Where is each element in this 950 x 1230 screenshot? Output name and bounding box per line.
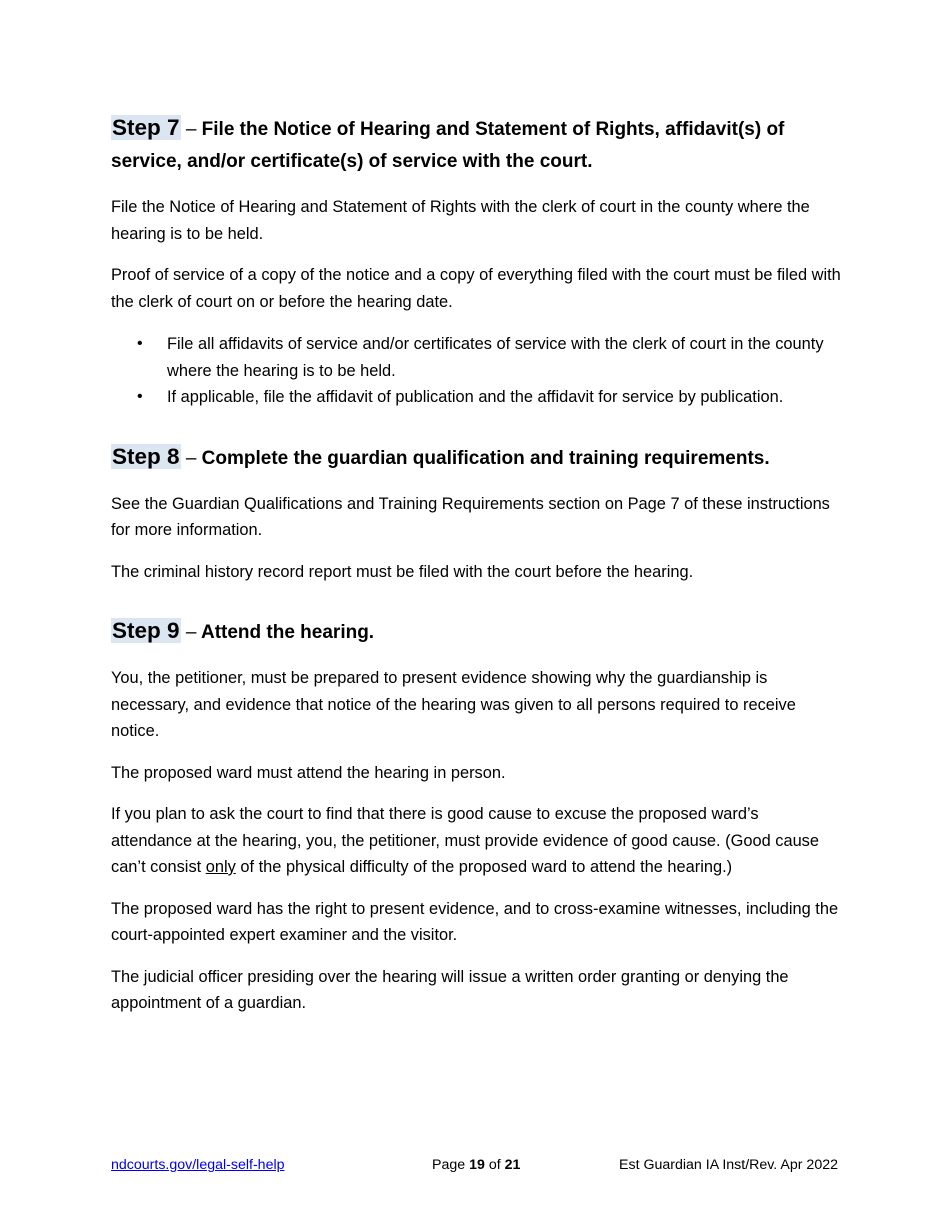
document-body <box>111 112 841 1017</box>
step-title: File the Notice of Hearing and Statement of Rights, affidavit(s) of service, and/or certificate(s) of service with the court. <box>111 119 785 172</box>
heading-dash: – <box>185 622 197 643</box>
step-9-heading <box>111 615 841 649</box>
bullet-icon: • <box>137 335 143 352</box>
heading-dash: – <box>185 447 197 469</box>
bullet-list <box>111 331 841 411</box>
step-label: Step 8 <box>112 443 180 469</box>
step-title: Complete the guardian qualification and training requirements. <box>201 447 770 469</box>
underlined-word: only <box>205 858 236 876</box>
page-footer <box>0 1155 950 1175</box>
heading-dash: – <box>185 119 197 140</box>
list-item: • If applicable, file the affidavit of publication and the affidavit for service by publication. <box>111 384 841 411</box>
paragraph: The proposed ward must attend the hearing in person. <box>111 763 506 782</box>
paragraph: You, the petitioner, must be prepared to present evidence showing why the guardianship is necessary, and evidence that notice of the hearing was given to all persons required to receive notice. <box>111 669 796 740</box>
paragraph: The judicial officer presiding over the hearing will issue a written order granting or denying the appointment of a guardian. <box>111 967 789 1012</box>
paragraph: See the Guardian Qualifications and Training Requirements section on Page 7 of these instructions for more information. <box>111 494 830 539</box>
list-item: • File all affidavits of service and/or certificates of service with the clerk of court in the county where the hearing is to be held. <box>111 331 841 384</box>
page-number: Page 19 of 21 <box>432 1157 521 1173</box>
paragraph: The proposed ward has the right to present evidence, and to cross-examine witnesses, including the court-appointed expert examiner and the visitor. <box>111 899 839 944</box>
paragraph: File the Notice of Hearing and Statement of Rights with the clerk of court in the county where the hearing is to be held. <box>111 198 810 243</box>
step-title: Attend the hearing. <box>200 622 375 643</box>
paragraph: Proof of service of a copy of the notice and a copy of everything filed with the court must be filed with the clerk of court on or before the hearing date. <box>111 266 841 311</box>
step-label: Step 9 <box>112 618 180 643</box>
self-help-link[interactable]: ndcourts.gov/legal-self-help <box>111 1157 285 1173</box>
revision-label: Est Guardian IA Inst/Rev. Apr 2022 <box>619 1157 838 1173</box>
step-7-heading <box>111 112 841 178</box>
good-cause-paragraph: If you plan to ask the court to find that there is good cause to excuse the proposed ward’s attendance at the hearing, you, the petitioner, must provide evidence of good cause. (Good cause can’t consist only of the physical difficulty of the proposed ward to attend the hearing.) <box>111 805 819 876</box>
paragraph: The criminal history record report must be filed with the court before the hearing. <box>111 562 694 581</box>
bullet-icon: • <box>137 388 143 405</box>
step-8-heading <box>111 441 841 475</box>
step-label: Step 7 <box>112 115 180 140</box>
